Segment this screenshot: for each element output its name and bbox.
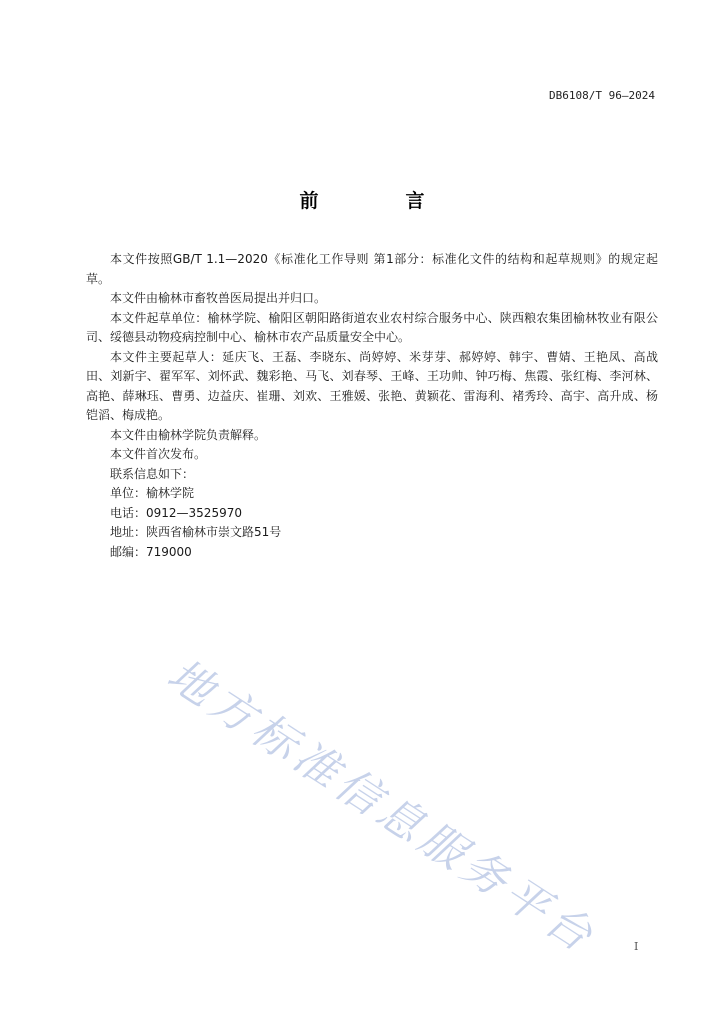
document-code: DB6108/T 96—2024 <box>549 89 655 102</box>
paragraph-first-release: 本文件首次发布。 <box>110 447 207 461</box>
preface-body <box>86 250 658 562</box>
contact-phone: 电话：0912—3525970 <box>110 505 242 520</box>
contact-postcode: 邮编：719000 <box>110 544 192 559</box>
paragraph-drafters: 本文件主要起草人：延庆飞、王磊、李晓东、尚婷婷、米芽芽、郝婷婷、韩宇、曹婧、王艳凤、高战田、刘新宇、翟军军、刘怀武、魏彩艳、马飞、刘春琴、王峰、王功帅、钟巧梅、焦霞、张红梅、李河林、高艳、薛琳珏、曹勇、边益庆、崔珊、刘欢、王雅媛、张艳、黄颖花、雷海利、褚秀玲、高宇、高升成、杨铠滔、梅成艳。 <box>86 349 658 422</box>
paragraph-contact-heading: 联系信息如下： <box>110 466 195 481</box>
paragraph-interpretation: 本文件由榆林学院负责解释。 <box>110 427 267 442</box>
paragraph-drafting-units: 本文件起草单位：榆林学院、榆阳区朝阳路街道农业农村综合服务中心、陕西粮农集团榆林牧业有限公司、绥德县动物疫病控制中心、榆林市农产品质量安全中心。 <box>86 310 658 344</box>
paragraph-drafting-basis: 本文件按照GB/T 1.1—2020《标准化工作导则 第1部分：标准化文件的结构和起草规则》的规定起草。 <box>86 252 658 286</box>
page-title: 前 言 <box>299 190 459 212</box>
watermark: 地方标准信息服务平台 <box>158 649 606 965</box>
paragraph-proposer: 本文件由榆林市畜牧兽医局提出并归口。 <box>110 291 327 305</box>
contact-address: 地址：陕西省榆林市崇文路51号 <box>110 525 282 539</box>
contact-unit: 单位：榆林学院 <box>110 486 195 500</box>
page-number: I <box>634 940 639 953</box>
